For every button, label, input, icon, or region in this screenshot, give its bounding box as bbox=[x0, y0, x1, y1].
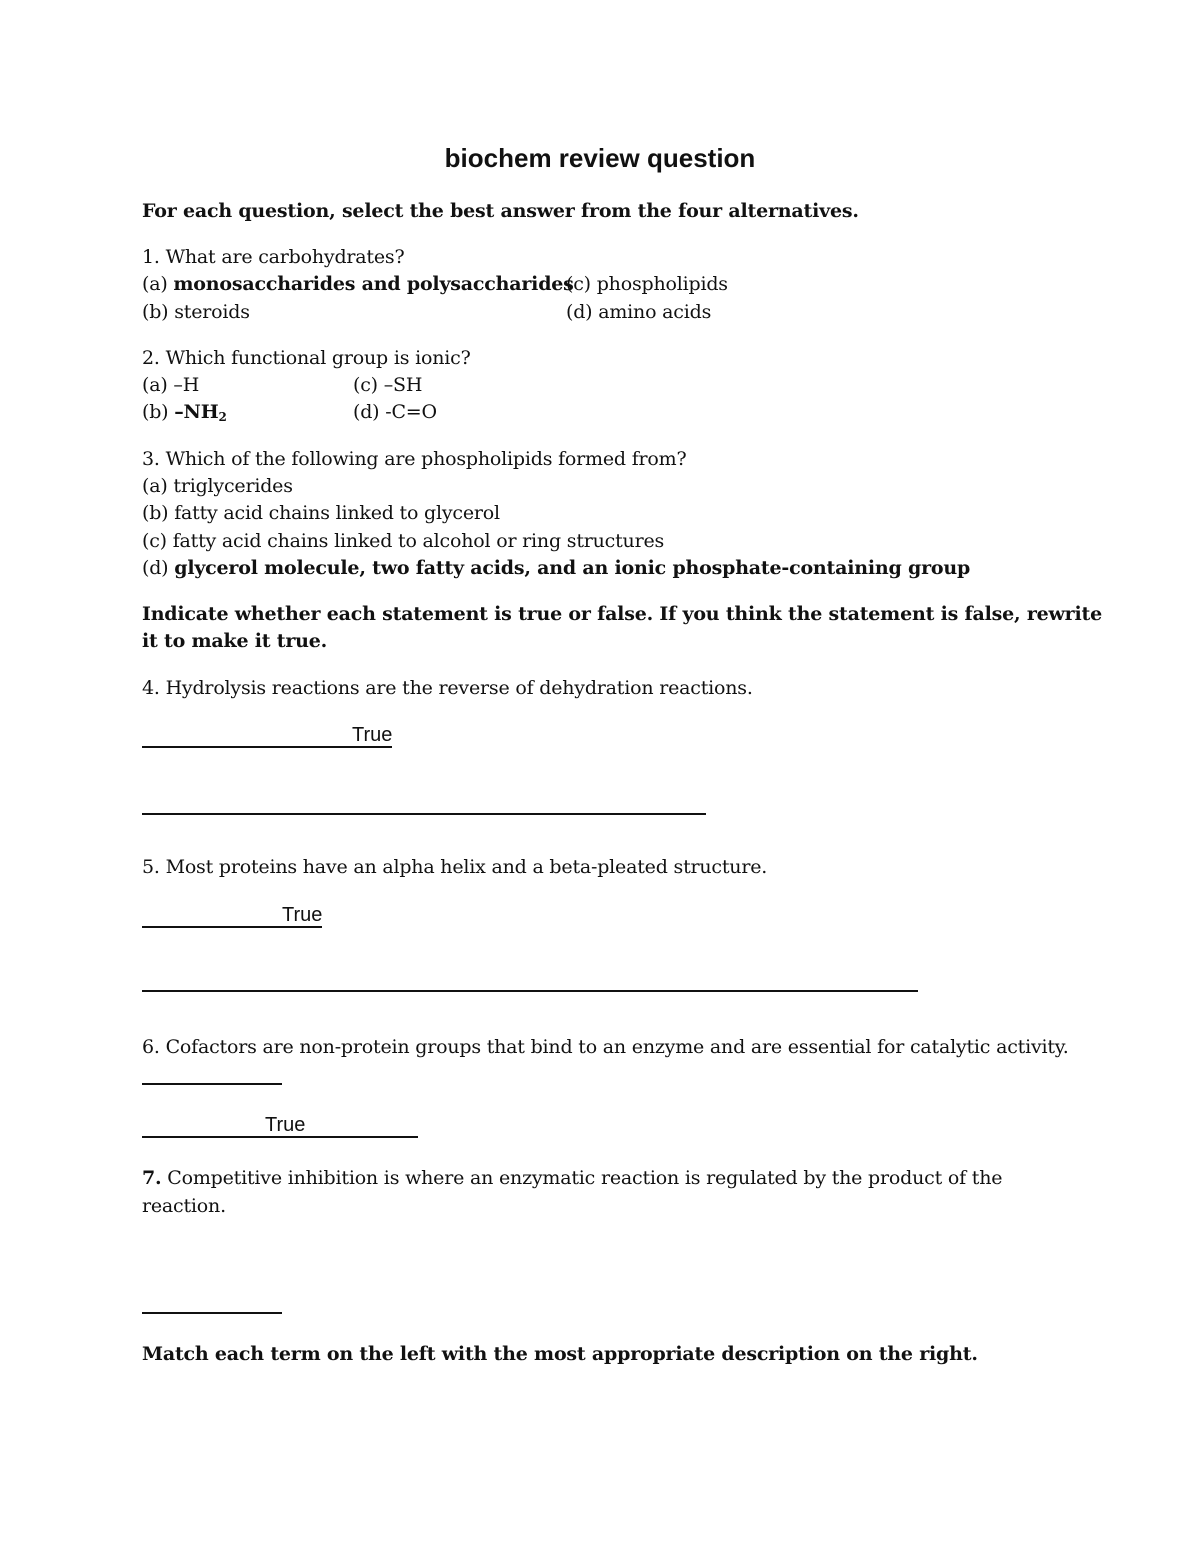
q4-answer-line bbox=[142, 722, 392, 748]
q6-answer: True bbox=[265, 1114, 306, 1136]
q7-blank-line bbox=[142, 1312, 282, 1314]
q6-blank-line bbox=[142, 1083, 282, 1085]
q2-stem: 2. Which functional group is ionic? bbox=[142, 347, 471, 369]
tf-instructions-line1: Indicate whether each statement is true or false. If you think the statement is false, rewrite bbox=[142, 603, 1102, 625]
q2-b-subscript: 2 bbox=[218, 410, 227, 424]
q1-stem: 1. What are carbohydrates? bbox=[142, 246, 405, 268]
q1-a-text: monosaccharides and polysaccharides bbox=[173, 273, 574, 295]
q7-number: 7. bbox=[142, 1167, 162, 1189]
mc-instructions: For each question, select the best answer from the four alternatives. bbox=[142, 200, 859, 222]
q3-option-b: (b) fatty acid chains linked to glycerol bbox=[142, 502, 500, 524]
q2-option-c: (c) –SH bbox=[353, 374, 423, 396]
q6-stem: 6. Cofactors are non-protein groups that bind to an enzyme and are essential for catalytic activity. bbox=[142, 1036, 1069, 1058]
q5-rewrite-line bbox=[142, 990, 918, 992]
q4-rewrite-line bbox=[142, 813, 706, 815]
q4-stem: 4. Hydrolysis reactions are the reverse of dehydration reactions. bbox=[142, 677, 753, 699]
q2-option-b bbox=[142, 400, 227, 429]
q5-answer-line bbox=[142, 902, 322, 928]
q3-option-c: (c) fatty acid chains linked to alcohol or ring structures bbox=[142, 530, 665, 552]
q4-blank bbox=[142, 726, 352, 748]
q6-answer-line bbox=[142, 1112, 418, 1138]
q7-stem-line2: reaction. bbox=[142, 1195, 226, 1217]
q2-b-label: (b) bbox=[142, 401, 175, 423]
q7-stem-text: Competitive inhibition is where an enzymatic reaction is regulated by the product of the bbox=[161, 1167, 1003, 1189]
q5-stem: 5. Most proteins have an alpha helix and a beta-pleated structure. bbox=[142, 856, 768, 878]
q4-answer: True bbox=[352, 724, 393, 746]
q6-blank-left bbox=[142, 1116, 265, 1138]
q3-stem: 3. Which of the following are phospholipids formed from? bbox=[142, 448, 687, 470]
page-title: biochem review question bbox=[444, 143, 756, 173]
q1-option-c: (c) phospholipids bbox=[566, 273, 728, 295]
q3-d-text: glycerol molecule, two fatty acids, and an ionic phosphate-containing group bbox=[174, 557, 971, 579]
q5-answer: True bbox=[282, 904, 323, 926]
q7-stem-line1 bbox=[142, 1166, 1002, 1190]
q2-option-a: (a) –H bbox=[142, 374, 200, 396]
q2-option-d: (d) -C=O bbox=[353, 401, 437, 423]
q1-option-b: (b) steroids bbox=[142, 301, 250, 323]
q2-b-text: –NH bbox=[174, 401, 219, 423]
q5-blank bbox=[142, 906, 282, 928]
q1-a-label: (a) bbox=[142, 273, 174, 295]
q3-option-d bbox=[142, 556, 970, 580]
q1-option-d: (d) amino acids bbox=[566, 301, 712, 323]
match-instructions: Match each term on the left with the most appropriate description on the right. bbox=[142, 1343, 978, 1365]
tf-instructions-line2: it to make it true. bbox=[142, 630, 328, 652]
q6-blank-right bbox=[305, 1116, 418, 1138]
q1-option-a bbox=[142, 272, 574, 296]
q3-option-a: (a) triglycerides bbox=[142, 475, 293, 497]
q3-d-label: (d) bbox=[142, 557, 175, 579]
